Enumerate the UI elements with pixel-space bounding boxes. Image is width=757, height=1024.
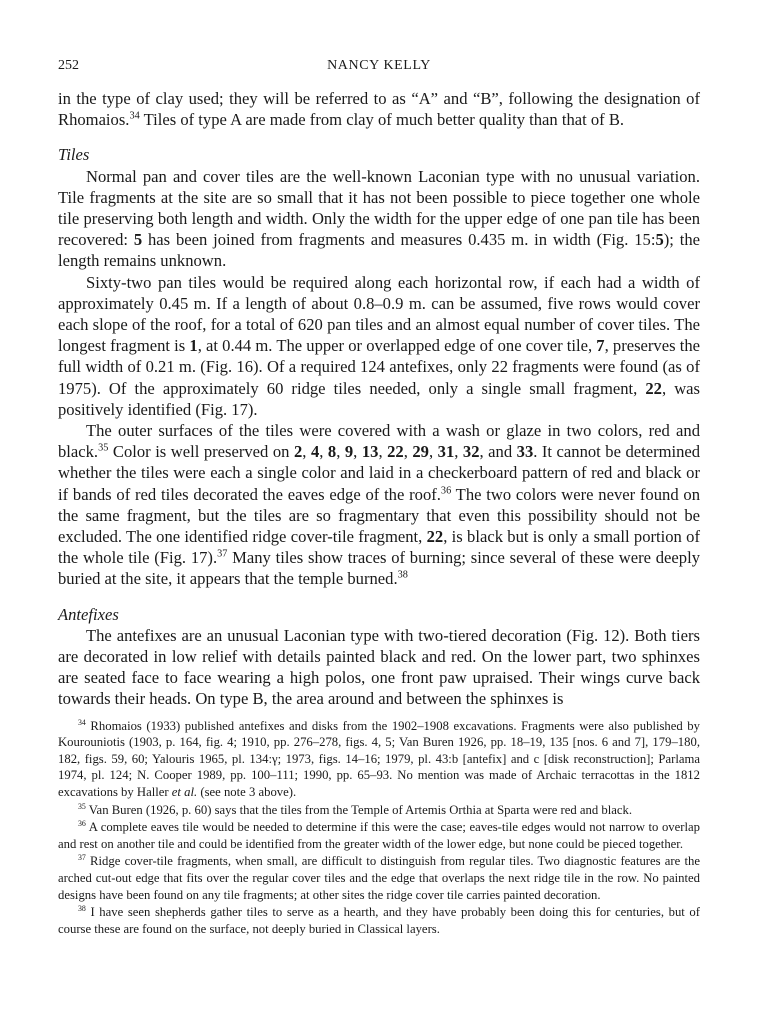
text-run: Van Buren (1926, p. 60) says that the tiles from the Temple of Artemis Orthia at Sparta were red and black. — [85, 802, 633, 817]
text-run: Ridge cover-tile fragments, when small, are difficult to distinguish from regular tiles. Two diagnostic features are the arched cut-out edge that fits over the regular cover tiles and the edge that overlaps the next ridge tile in the row. No painted designs have been found on any tile fragments; at other sites the ridge cover tile carries painted decoration. — [58, 854, 700, 902]
footnote-37 — [58, 853, 700, 903]
footnote-ref: 37 — [78, 853, 86, 863]
catalogue-number: 2 — [293, 442, 303, 462]
text-run: , is black but is only a small portion of the whole tile (Fig. 17). — [58, 527, 700, 568]
paragraph-tiles-1 — [58, 166, 700, 272]
text-run: , — [302, 442, 311, 462]
section-heading-tiles: Tiles — [58, 145, 90, 165]
text-run: Many tiles show traces of burning; since several of these were deeply buried at the site, it appears that the temple burned. — [58, 548, 700, 589]
text-run: (see note 3 above). — [197, 785, 297, 800]
paragraph-antefixes — [58, 625, 700, 710]
italic-text: et al. — [171, 785, 198, 800]
catalogue-number: 1 — [189, 336, 198, 356]
text-run: Sixty-two pan tiles would be required along each horizontal row, if each had a width of approximately 0.45 m. If a length of about 0.8–0.9 m. can be assumed, five rows would cover each slope of the roof, for a total of 620 pan tiles and an almost equal number of cover tiles. The longest fragment is — [58, 272, 700, 356]
footnote-ref: 38 — [78, 903, 86, 913]
text-run: . It cannot be determined whether the tiles were each a single color and laid in a checkerboard pattern of red and black or if bands of red tiles decorated the eaves edge of the roof. — [58, 442, 701, 504]
text-run: , — [319, 442, 328, 462]
footnote-ref: 37 — [217, 548, 228, 560]
text-run: I have seen shepherds gather tiles to serve as a hearth, and they have probably been doing this for centuries, but of course these are found on the surface, not deeply buried in Classical layers. — [58, 905, 700, 936]
text-run: The two colors were never found on the same fragment, but the tiles are so fragmentary that even this possibility should not be excluded. The one identified ridge cover-tile fragment, — [58, 484, 700, 547]
text-run: , — [403, 442, 413, 462]
page-number: 252 — [58, 58, 79, 73]
catalogue-number: 22 — [645, 378, 662, 398]
footnote-ref: 34 — [129, 110, 140, 122]
catalogue-number: 22 — [426, 527, 444, 547]
text-run: The antefixes are an unusual Laconian type with two-tiered decoration (Fig. 12). Both tiers are decorated in low relief with details painted black and red. On the lower part, two sphinxes are seated face to face wearing a high polos, one front paw upraised. Their wings curve back towards their heads. On type B, the area around and between the sphinxes is — [58, 625, 700, 709]
section-heading-antefixes: Antefixes — [58, 604, 119, 624]
text-run: , — [378, 442, 388, 462]
catalogue-number: 13 — [361, 442, 379, 462]
text-run: Tiles of type A are made from clay of much better quality than that of B. — [139, 110, 625, 130]
footnote-35 — [58, 802, 700, 819]
footnote-34 — [58, 718, 700, 801]
footnote-36 — [58, 819, 700, 852]
text-run: Normal pan and cover tiles are the well-known Laconian type with no unusual variation. Tile fragments at the site are so small that it has not been possible to piece together one whole tile preserving both length and width. Only the width for the upper edge of one pan tile has been recovered: — [58, 166, 700, 250]
footnote-ref: 34 — [78, 717, 86, 727]
catalogue-number: 7 — [596, 336, 605, 356]
text-run: The outer surfaces of the tiles were covered with a wash or glaze in two colors, red and black. — [58, 421, 700, 462]
text-run: , — [454, 442, 463, 462]
text-run: ); the length remains unknown. — [58, 230, 700, 271]
catalogue-number: 8 — [327, 442, 337, 462]
text-run: , preserves the full width of 0.21 m. (Fig. 16). Of a required 124 antefixes, only 22 fragments were found (as of 1975). Of the approximately 60 ridge tiles needed, only a single small fragment, — [58, 336, 700, 398]
catalogue-number: 33 — [516, 442, 534, 462]
catalogue-number: 32 — [462, 442, 480, 462]
text-run: , and — [479, 442, 517, 462]
text-run: , — [336, 442, 345, 462]
footnote-ref: 36 — [440, 485, 452, 497]
main-text — [58, 88, 700, 710]
catalogue-number: 29 — [412, 442, 429, 462]
footnote-38 — [58, 904, 700, 937]
text-run: in the type of clay used; they will be referred to as “A” and “B”, following the designation of Rhomaios. — [58, 89, 700, 130]
paragraph-tiles-2 — [58, 272, 700, 420]
footnote-ref: 35 — [78, 801, 86, 811]
text-run: A complete eaves tile would be needed to determine if this were the case; eaves-tile edges would not narrow to overlap and rest on another tile and could be identified from the greater width of the lower edge, but none could be pieced together. — [58, 820, 700, 851]
text-run: has been joined from fragments and measures 0.435 m. in width (Fig. 15: — [142, 230, 656, 250]
running-title: NANCY KELLY — [327, 58, 431, 73]
paragraph-tiles-3 — [58, 420, 700, 590]
catalogue-number: 4 — [310, 442, 320, 462]
text-run: , at 0.44 m. The upper or overlapped edge of one cover tile, — [197, 336, 597, 356]
paragraph-intro — [58, 88, 700, 130]
footnote-ref: 35 — [98, 442, 109, 454]
page — [58, 58, 700, 938]
catalogue-number: 5 — [133, 230, 143, 250]
text-run: , was positively identified (Fig. 17). — [58, 378, 700, 419]
catalogue-number: 22 — [387, 442, 404, 462]
footnote-ref: 38 — [397, 569, 408, 581]
text-run: , — [353, 442, 362, 462]
text-run: , — [428, 442, 438, 462]
footnote-ref: 36 — [78, 819, 86, 829]
catalogue-number: 9 — [344, 442, 354, 462]
catalogue-number: 5 — [655, 230, 664, 250]
text-run: Rhomaios (1933) published antefixes and disks from the 1902–1908 excavations. Fragments were also published by Kourouniotis (1903, p. 164, fig. 4; 1910, pp. 276–278, figs. 4, 5; Van Buren 1926, pp. 18–19, 135 [nos. 6 and 7], 179–180, 182, figs. 59, 60; Yalouris 1965, pl. 134:γ; 1973, figs. 14–16; 1979, pl. 43:b [antefix] and c [disk reconstruction]; Parlama 1974, pl. 124; N. Cooper 1989, pp. 100–111; 1990, pp. 65–93. No mention was made of Archaic terracottas in the 1812 excavations by Haller — [58, 718, 700, 800]
text-run: Color is well preserved on — [108, 442, 294, 462]
catalogue-number: 31 — [437, 442, 455, 462]
page-header — [58, 58, 700, 78]
footnotes — [58, 718, 700, 938]
